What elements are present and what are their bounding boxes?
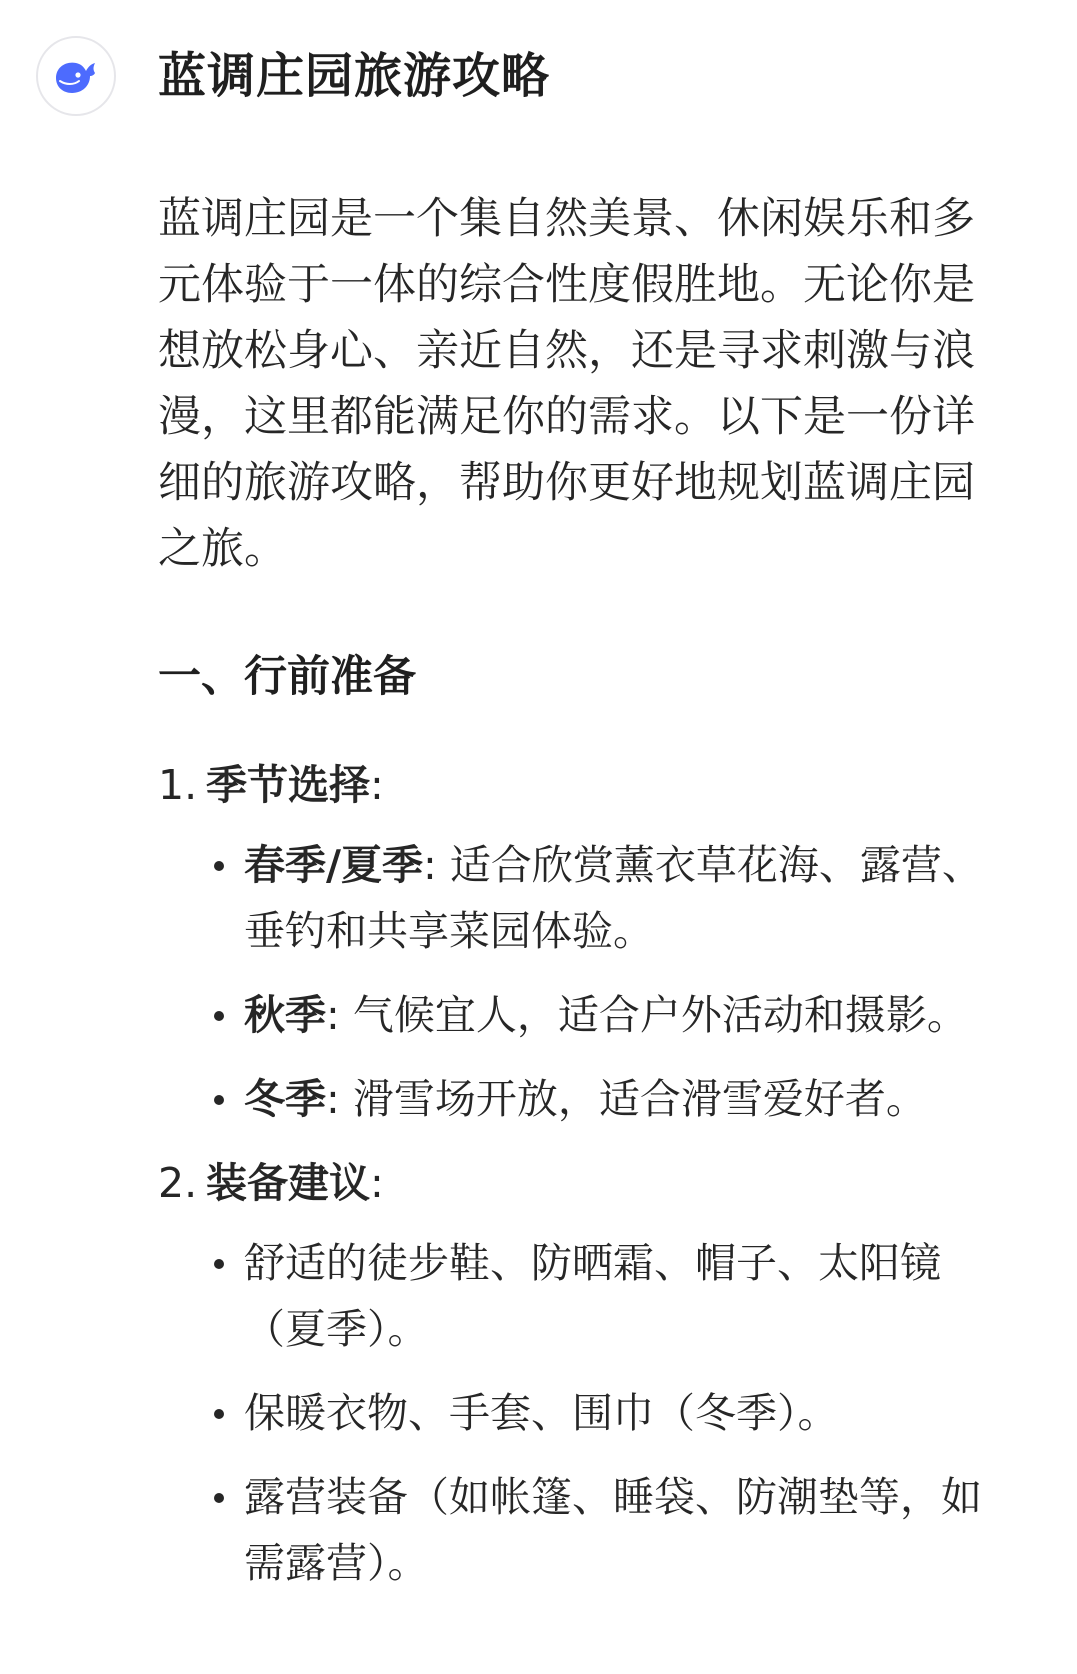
bullet-text: 滑雪场开放，适合滑雪爱好者。 — [352, 1075, 927, 1123]
step-colon: : — [370, 761, 384, 809]
bullet-label: 冬季 — [244, 1075, 326, 1123]
bullet-separator: : — [422, 841, 450, 889]
bullet-list — [158, 832, 1038, 1132]
step-colon: : — [370, 1159, 384, 1207]
step-heading — [158, 1150, 1038, 1216]
step-title: 装备建议 — [206, 1159, 370, 1207]
bullet-text: 舒适的徒步鞋、防晒霜、帽子、太阳镜（夏季）。 — [244, 1239, 941, 1353]
bullet-list — [158, 1230, 1038, 1596]
page-title: 蓝调庄园旅游攻略 — [158, 48, 551, 104]
bullet-text: 露营装备（如帐篷、睡袋、防潮垫等，如需露营）。 — [244, 1473, 982, 1587]
bullet-label: 春季/夏季 — [244, 841, 423, 889]
intro-paragraph: 蓝调庄园是一个集自然美景、休闲娱乐和多元体验于一体的综合性度假胜地。无论你是想放松身心、亲近自然，还是寻求刺激与浪漫，这里都能满足你的需求。以下是一份详细的旅游攻略，帮助你更好地规划蓝调庄园之旅。 — [158, 194, 975, 574]
steps-list — [158, 752, 1038, 1596]
list-item — [208, 1066, 1004, 1132]
list-item — [208, 1464, 1004, 1596]
step-number: 1. — [158, 761, 198, 809]
step-number: 2. — [158, 1159, 198, 1207]
list-item — [208, 832, 1004, 964]
assistant-avatar — [36, 36, 116, 116]
whale-logo-icon — [48, 48, 104, 104]
step-heading — [158, 752, 1038, 818]
list-item — [208, 1380, 1004, 1446]
bullet-separator: : — [326, 1075, 353, 1123]
bullet-text: 适合欣赏薰衣草花海、露营、垂钓和共享菜园体验。 — [244, 841, 983, 955]
bullet-text: 保暖衣物、手套、围巾（冬季）。 — [244, 1389, 839, 1437]
section-heading: 一、行前准备 — [158, 652, 416, 702]
list-item — [208, 982, 1004, 1048]
message-content — [158, 36, 1038, 1614]
list-item — [158, 1150, 1038, 1596]
bullet-separator: : — [326, 991, 353, 1039]
list-item — [158, 752, 1038, 1132]
bullet-text: 气候宜人，适合户外活动和摄影。 — [352, 991, 968, 1039]
step-title: 季节选择 — [206, 761, 370, 809]
list-item — [208, 1230, 1004, 1362]
bullet-label: 秋季 — [244, 991, 326, 1039]
